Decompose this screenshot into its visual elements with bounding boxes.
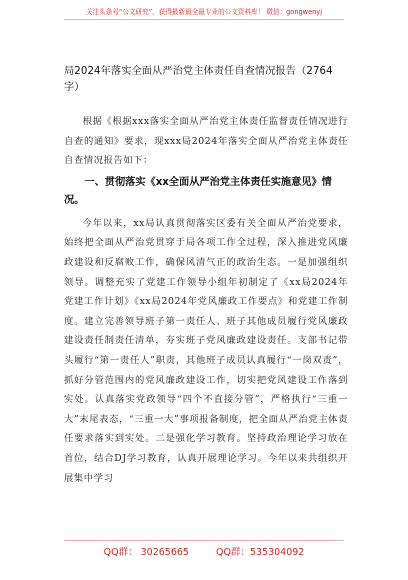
header-divider [64,19,344,20]
intro-paragraph: 根据《根据xxx落实全面从严治党主体责任监督责任情况进行自查的通知》要求，现xxx局2024年落实全面从严治党主体责任自查情况报告如下： [64,116,348,167]
footer-qq-group-2: QQ群：535304092 [216,547,305,558]
document-body [64,64,348,488]
section-1-body: 今年以来，xx局认真贯彻落实区委有关全面从严治党要求，始终把全面从严治党贯穿于局各项工作全过程，深入推进党风廉政建设和反腐败工作，确保风清气正的政治生态。一是加强组织领导。调整充实了党建工作领导小组年初制定了《xx局2024年党建工作计划》《xx局2024年党风廉政工作要点》和党建工作制度。建立完善领导班子第一责任人、班子其他成员履行党风廉政建设责任制责任清单，夯实班子党风廉政建设责任。支部书记带头履行“第一责任人”职责，其他班子成员认真履行“一岗双责”，抓好分管范围内的党风廉政建设工作，切实把党风建设工作落到实处。认真落实党政领导“四个不直接分管”，严格执行“三重一大”末尾表态，“三重一大”事项报备制度，把全面从严治党主体责任要求落实到实处。二是强化学习教育。坚持政治理论学习放在首位，结合DJ学习教育，认真开展理论学习。今年以来共组织开展集中学习 [64,217,348,484]
document-title: 局2024年落实全面从严治党主体责任自查情况报告（2764字） [64,66,333,93]
footer-divider [64,540,344,541]
header-banner: 关注头条号“公文研究”，获得最新最全最专业的公文资料库！ 微信：gongwenyj [85,8,323,16]
section-1-heading: 一、贯彻落实《xx全面从严治党主体责任实施意见》情况。 [64,176,332,206]
footer-qq-group-1: QQ群： 30265665 [103,547,189,558]
footer-bar [0,544,408,558]
